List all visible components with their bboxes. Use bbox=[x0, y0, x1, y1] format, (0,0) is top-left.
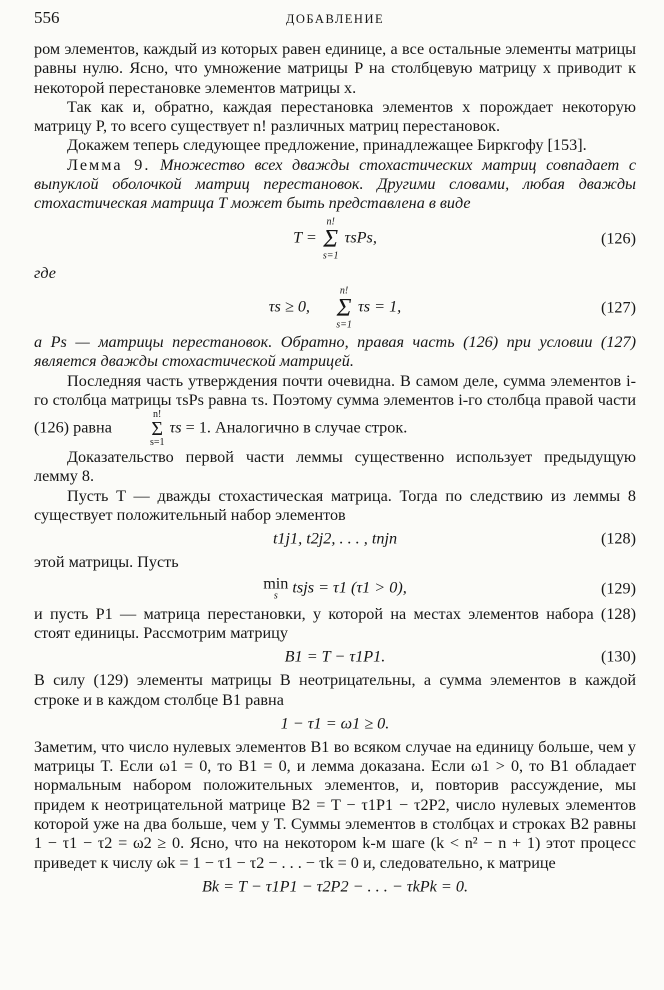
equation-omega-formula: 1 − τ1 = ω1 ≥ 0. bbox=[280, 714, 390, 733]
inline-sum-body: τs bbox=[169, 418, 182, 437]
equation-129-formula bbox=[34, 576, 636, 601]
equation-127-formula bbox=[34, 285, 636, 330]
equation-129 bbox=[34, 573, 636, 605]
equation-126-body: τsPs, bbox=[344, 228, 377, 247]
equation-bk-formula: Bk = T − τ1P1 − τ2P2 − . . . − τkPk = 0. bbox=[201, 877, 469, 896]
equation-number-126: (126) bbox=[600, 229, 636, 248]
paragraph-5: Доказательство первой части леммы существенно использует предыдущую лемму 8. bbox=[34, 448, 636, 486]
paragraph-10: Заметим, что число нулевых элементов B1 во всяком случае на единицу больше, чем у матрицы T. Если ω1 = 0, то B1 = 0, и лемма доказана. Если ω1 > 0, то B1 обладает нормальным набором положительных элементов, и, повторив рассуждение, мы придем к неотрицательной матрице B2 = T − τ1P1 − τ2P2, число нулевых элементов которой уже на два больше, чем у T. Суммы элементов в столбцах и строках B2 равны 1 − τ1 − τ2 = ω2 ≥ 0. Ясно, что на некотором k-м шаге (k < n² − n + 1) этот процесс приведет к числу ωk = 1 − τ1 − τ2 − . . . − τk = 0 и, следовательно, к матрице bbox=[34, 737, 636, 872]
equation-number-128: (128) bbox=[600, 529, 636, 548]
sum-upper-limit: n! bbox=[339, 285, 349, 297]
equation-127-left: τs ≥ 0, bbox=[268, 297, 310, 316]
equation-128 bbox=[34, 527, 636, 551]
equation-130-formula: B1 = T − τ1P1. bbox=[284, 647, 386, 666]
paragraph-1: ром элементов, каждый из которых равен единице, а все остальные элементы матрицы равны нулю. Ясно, что умножение матрицы P на столбцевую матрицу x приводит к некоторой перестановке элементов матрицы x. bbox=[34, 40, 636, 97]
equation-126-formula bbox=[34, 216, 636, 261]
min-operator bbox=[263, 576, 288, 601]
equation-number-127: (127) bbox=[600, 298, 636, 317]
equation-126 bbox=[34, 217, 636, 261]
paragraph-3: Докажем теперь следующее предложение, принадлежащее Биркгофу [153]. bbox=[67, 136, 587, 155]
paragraph-8: и пусть P1 — матрица перестановки, у которой на местах элементов набора (128) стоят единицы. Рассмотрим матрицу bbox=[34, 604, 636, 642]
lemma-continuation: а Ps — матрицы перестановок. Обратно, правая часть (126) при условии (127) является дважды стохастической матрицей. bbox=[34, 332, 636, 371]
min-label: min bbox=[263, 574, 289, 593]
paragraph-6: Пусть T — дважды стохастическая матрица. Тогда по следствию из леммы 8 существует положительный набор элементов bbox=[34, 486, 636, 525]
equation-128-formula: t1j1, t2j2, . . . , tnjn bbox=[272, 529, 398, 548]
running-title: ДОБАВЛЕНИЕ bbox=[285, 12, 385, 26]
sum-symbol: n! Σ s=1 bbox=[322, 216, 339, 262]
sum-symbol: n! Σ s=1 bbox=[336, 285, 352, 331]
sum-lower-limit: s=1 bbox=[336, 319, 352, 331]
page-body bbox=[34, 40, 636, 901]
sum-upper-limit: n! bbox=[326, 216, 335, 228]
lemma-statement: Множество всех дважды стохастических матриц совпадает с выпуклой оболочкой матриц перестановок. Другими словами, любая дважды стохастическая матрица T может быть представлена в виде bbox=[34, 155, 636, 213]
inline-sum-upper: n! bbox=[153, 409, 162, 421]
equation-127 bbox=[34, 286, 636, 330]
equation-number-129: (129) bbox=[600, 578, 636, 597]
paragraph-7: этой матрицы. Пусть bbox=[34, 553, 179, 572]
equation-number-130: (130) bbox=[600, 647, 636, 666]
paragraph-4 bbox=[34, 372, 636, 449]
inline-sum-symbol: n! Σ s=1 bbox=[117, 410, 165, 448]
lemma-title: Лемма 9. bbox=[67, 155, 151, 174]
equation-omega bbox=[34, 712, 636, 736]
equation-130 bbox=[34, 645, 636, 669]
paragraph-9: В силу (129) элементы матрицы B неотрицательны, а сумма элементов в каждой строке и в каждом столбце B1 равна bbox=[34, 671, 636, 709]
paragraph-4-end: = 1. Аналогично в случае строк. bbox=[185, 418, 408, 437]
paragraph-4-start: Последняя часть утверждения почти очевидна. В самом деле, сумма элементов i-го столбца матрицы τsPs равна τs. Поэтому сумма элементов i-го столбца правой части (126) равна bbox=[34, 371, 636, 437]
equation-127-body: τs = 1, bbox=[357, 297, 402, 316]
equation-126-lhs: T = bbox=[293, 228, 317, 247]
page-number: 556 bbox=[34, 8, 60, 27]
page-header bbox=[34, 8, 636, 32]
paragraph-2: Так как и, обратно, каждая перестановка элементов x порождает некоторую матрицу P, то всего существует n! различных матриц перестановок. bbox=[34, 97, 636, 136]
inline-sum-lower: s=1 bbox=[149, 437, 165, 449]
min-lower-limit: s bbox=[273, 590, 278, 602]
equation-129-body: tsjs = τ1 (τ1 > 0), bbox=[292, 578, 407, 597]
lemma-9 bbox=[34, 156, 636, 214]
equation-bk bbox=[34, 875, 636, 899]
sum-lower-limit: s=1 bbox=[322, 250, 339, 262]
where-word: где bbox=[34, 263, 56, 282]
